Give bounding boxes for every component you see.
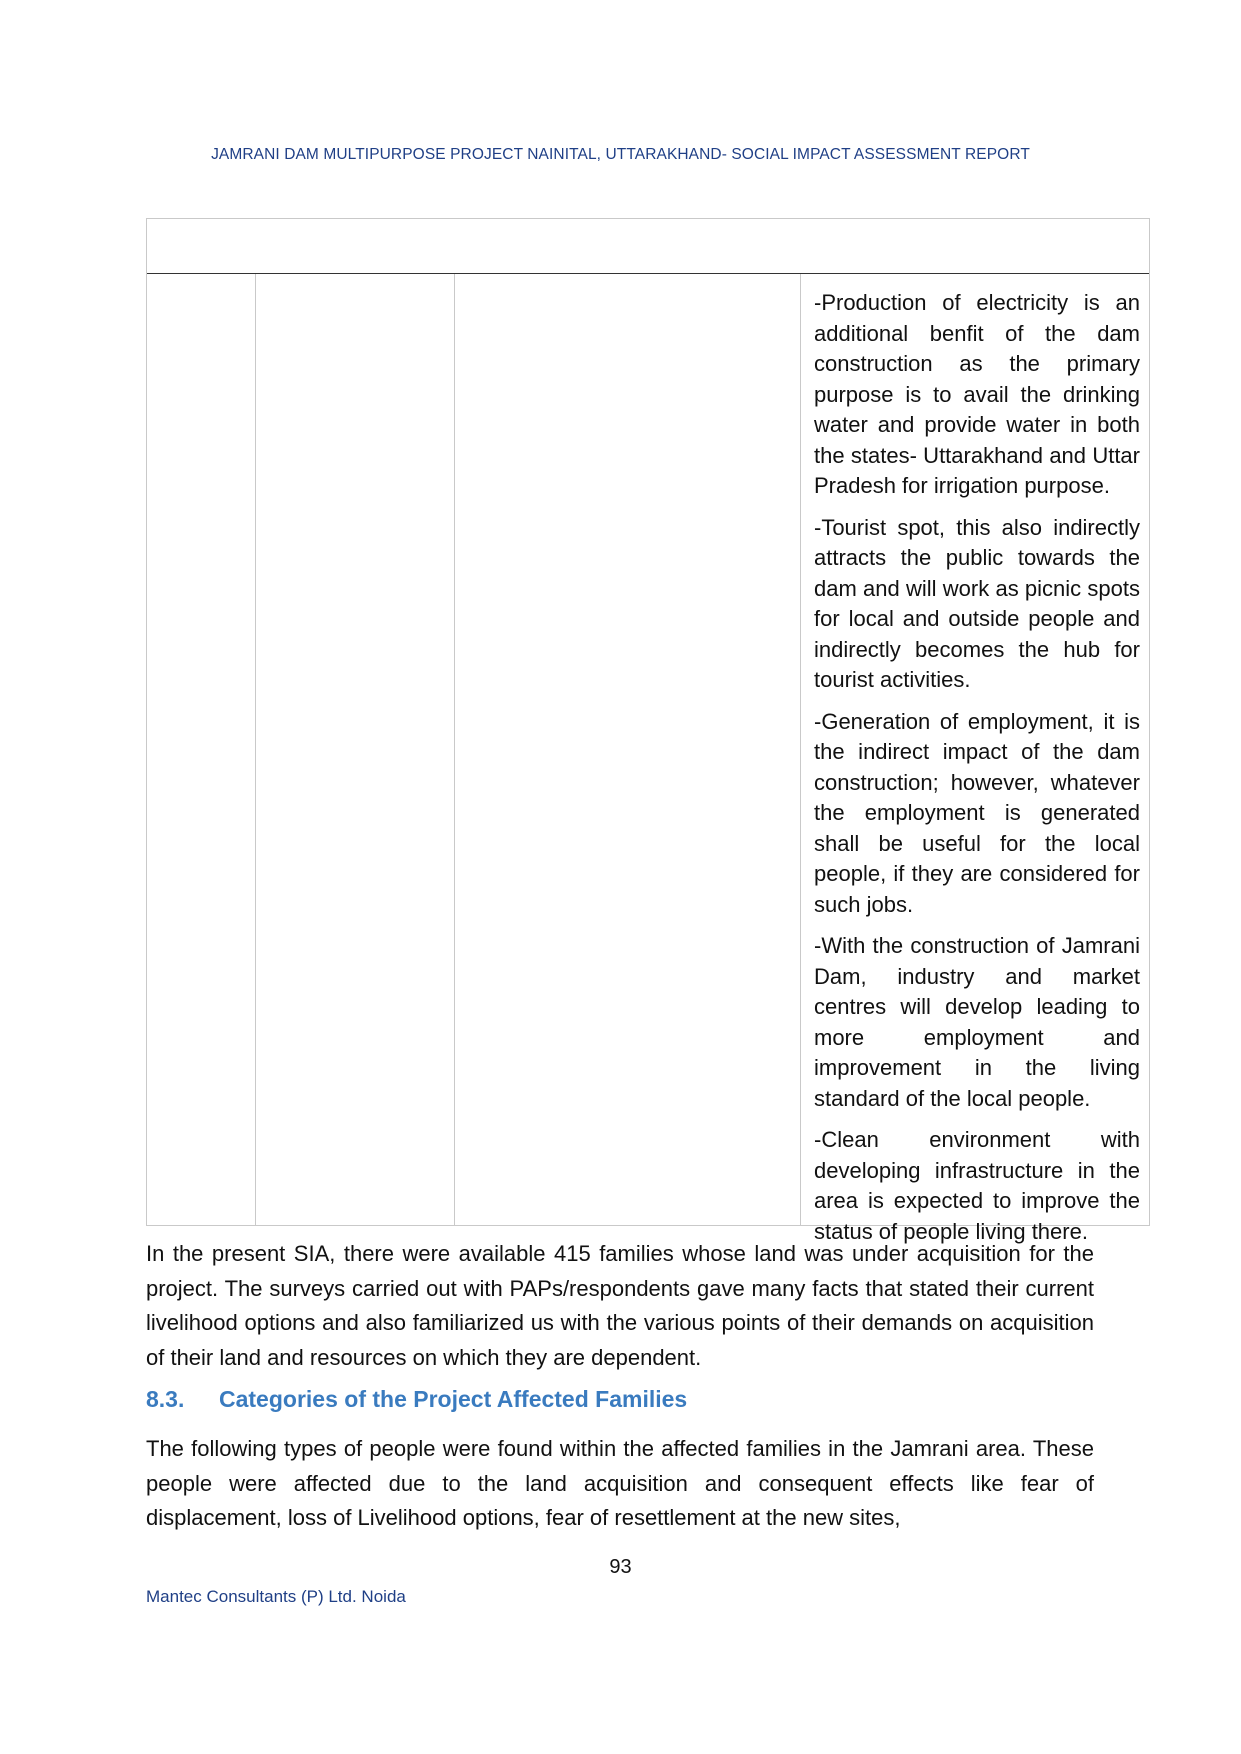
impacts-table	[146, 218, 1150, 1244]
impact-point: -Clean environment with developing infrastructure in the area is expected to improve the status of people living there.	[814, 1127, 1140, 1244]
column-divider	[454, 274, 455, 1225]
impact-description-cell	[814, 288, 1140, 1258]
table-header-row	[147, 219, 1149, 274]
section-number: 8.3.	[146, 1386, 185, 1412]
section-heading	[146, 1386, 687, 1413]
page-number: 93	[609, 1556, 632, 1578]
column-divider	[255, 274, 256, 1225]
running-header: JAMRANI DAM MULTIPURPOSE PROJECT NAINITAL, UTTARAKHAND- SOCIAL IMPACT ASSESSMENT REPORT	[211, 146, 1030, 163]
impact-point: -With the construction of Jamrani Dam, industry and market centres will develop leading to more employment and improvement in the living standard of the local people.	[814, 933, 1140, 1111]
body-paragraph: The following types of people were found within the affected families in the Jamrani area. These people were affected due to the land acquisition and consequent effects like fear of displacement, loss of Livelihood options, fear of resettlement at the new sites,	[146, 1436, 1094, 1530]
section-title: Categories of the Project Affected Families	[219, 1386, 688, 1412]
column-divider	[800, 274, 801, 1225]
impact-point: -Production of electricity is an additional benfit of the dam construction as the primary purpose is to avail the drinking water and provide water in both the states- Uttarakhand and Uttar Pradesh for irrigation purpose.	[814, 290, 1140, 498]
body-paragraph: In the present SIA, there were available 415 families whose land was under acquisition for the project. The surveys carried out with PAPs/respondents gave many facts that stated their current livelihood options and also familiarized us with the various points of their demands on acquisition of their land and resources on which they are dependent.	[146, 1241, 1094, 1370]
impact-point: -Generation of employment, it is the indirect impact of the dam construction; however, whatever the employment is generated shall be useful for the local people, if they are considered for such jobs.	[814, 708, 1140, 917]
impact-point: -Tourist spot, this also indirectly attracts the public towards the dam and will work as picnic spots for local and outside people and indirectly becomes the hub for tourist activities.	[814, 514, 1140, 692]
footer-company: Mantec Consultants (P) Ltd. Noida	[146, 1587, 406, 1606]
